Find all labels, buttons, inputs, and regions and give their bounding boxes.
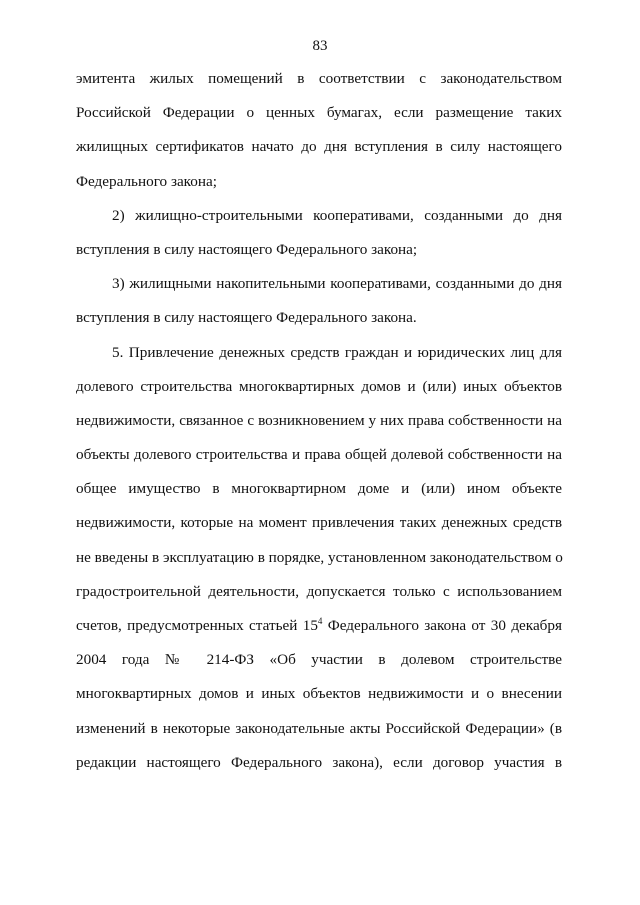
text-segment: счетов, предусмотренных статьей 15 <box>76 617 318 634</box>
page-number: 83 <box>312 38 328 54</box>
superscript: 4 <box>317 616 323 626</box>
text-line: Федерального закона; <box>76 172 217 190</box>
text-line: вступления в силу настоящего Федерального закона; <box>76 240 418 258</box>
text-line: 2004 года № 214-ФЗ «Об участии в долевом строительстве <box>76 651 562 669</box>
text-line: 2) жилищно-строительными кооперативами, созданными до дня <box>112 206 562 224</box>
text-line: долевого строительства многоквартирных домов и (или) иных объектов <box>76 377 562 395</box>
text-line: недвижимости, которые на момент привлечения таких денежных средств <box>76 514 562 532</box>
text-line: эмитента жилых помещений в соответствии с законодательством <box>76 70 562 87</box>
text-line: общее имущество в многоквартирном доме и (или) ином объекте <box>76 480 562 498</box>
text-line: не введены в эксплуатацию в порядке, установленном законодательством о <box>76 548 563 566</box>
text-line: многоквартирных домов и иных объектов недвижимости и о внесении <box>76 685 562 703</box>
text-line <box>76 616 562 650</box>
text-segment: Федерального закона от 30 декабря <box>322 617 562 634</box>
text-line: градостроительной деятельности, допускается только с использованием <box>76 582 562 600</box>
text-line: редакции настоящего Федерального закона), если договор участия в <box>76 753 562 771</box>
text-line: объекты долевого строительства и права общей долевой собственности на <box>76 446 562 464</box>
text-line: недвижимости, связанное с возникновением у них права собственности на <box>76 411 562 429</box>
text-line: вступления в силу настоящего Федерального закона. <box>76 309 417 327</box>
text-line: 3) жилищными накопительными кооперативами, созданными до дня <box>112 275 562 293</box>
text-line: 5. Привлечение денежных средств граждан и юридических лиц для <box>112 343 562 361</box>
text-line: Российской Федерации о ценных бумагах, если размещение таких <box>76 104 562 122</box>
text-line: изменений в некоторые законодательные акты Российской Федерации» (в <box>76 719 562 737</box>
document-body <box>76 69 562 787</box>
text-line: жилищных сертификатов начато до дня вступления в силу настоящего <box>76 138 562 156</box>
